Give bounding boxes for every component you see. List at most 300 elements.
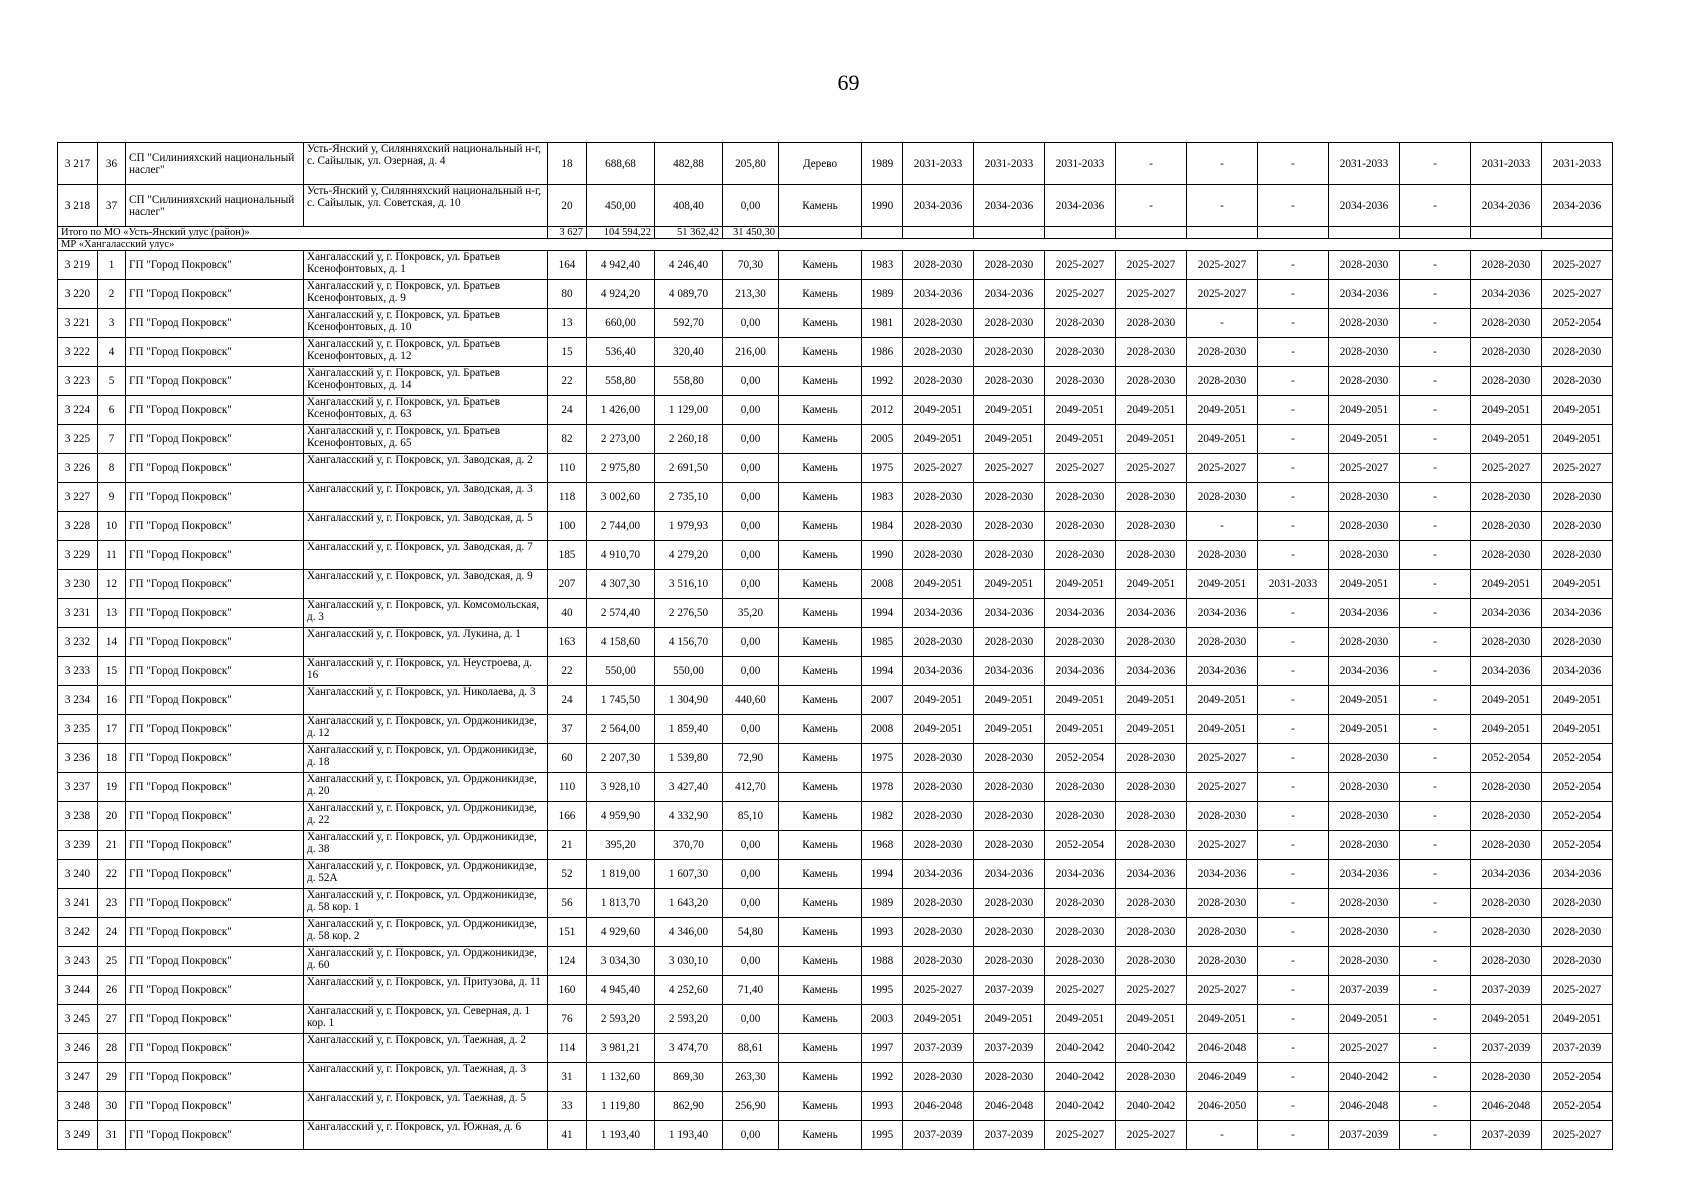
table-cell: 2028-2030 [974,367,1045,396]
table-cell: 8 [98,454,126,483]
table-cell: Камень [779,715,862,744]
table-cell: 2049-2051 [974,686,1045,715]
table-cell: 0,00 [723,657,779,686]
table-cell: 2028-2030 [1471,831,1542,860]
table-cell: - [1116,143,1187,185]
table-cell: 2028-2030 [1329,483,1400,512]
table-cell: 688,68 [587,143,655,185]
table-cell: ГП "Город Покровск" [126,773,304,802]
table-cell: - [1258,1005,1329,1034]
table-cell: 10 [98,512,126,541]
table-cell: 2028-2030 [1116,889,1187,918]
table-cell: 2052-2054 [1045,831,1116,860]
table-cell: 2049-2051 [1471,425,1542,454]
table-cell: Хангаласский у, г. Покровск, ул. Заводская, д. 3 [304,483,548,512]
table-cell: 31 [548,1063,587,1092]
table-cell: Камень [779,599,862,628]
table-cell: 2028-2030 [1329,541,1400,570]
table-cell: 2028-2030 [1045,512,1116,541]
table-cell: - [1187,185,1258,227]
table-cell: 1984 [862,512,903,541]
table-cell: 4 942,40 [587,251,655,280]
table-cell: 2028-2030 [1187,918,1258,947]
table-cell: - [1400,628,1471,657]
table-cell: ГП "Город Покровск" [126,657,304,686]
table-cell: 1990 [862,541,903,570]
table-cell: 592,70 [655,309,723,338]
table-cell: 4 346,00 [655,918,723,947]
table-cell: 2028-2030 [1329,947,1400,976]
table-cell: - [1400,512,1471,541]
table-cell: - [1400,657,1471,686]
table-row [58,860,1613,889]
table-cell: 2028-2030 [1187,947,1258,976]
table-cell: 82 [548,425,587,454]
table-cell: - [1258,918,1329,947]
table-cell: 1995 [862,1121,903,1150]
table-cell: 2034-2036 [1542,860,1613,889]
table-cell: - [1258,773,1329,802]
table-cell: 1989 [862,280,903,309]
table-cell: 370,70 [655,831,723,860]
table-cell: 1 539,80 [655,744,723,773]
table-cell: 2049-2051 [974,1005,1045,1034]
table-cell: 151 [548,918,587,947]
table-row [58,976,1613,1005]
table-cell: 4 158,60 [587,628,655,657]
table-cell: ГП "Город Покровск" [126,976,304,1005]
table-cell: 2 207,30 [587,744,655,773]
section-label: МР «Хангаласский улус» [58,239,1613,251]
table-cell: 2028-2030 [1471,483,1542,512]
table-cell: 4 252,60 [655,976,723,1005]
table-cell: 2028-2030 [1542,541,1613,570]
table-cell: 2025-2027 [1542,251,1613,280]
table-cell: - [1258,338,1329,367]
table-cell: 213,30 [723,280,779,309]
table-cell: 7 [98,425,126,454]
table-cell: 2028-2030 [974,251,1045,280]
table-cell: ГП "Город Покровск" [126,599,304,628]
table-cell: 2028-2030 [974,744,1045,773]
table-cell: 2028-2030 [1045,309,1116,338]
table-cell: 3 235 [58,715,98,744]
table-cell: 2046-2048 [974,1092,1045,1121]
table-cell: 2034-2036 [903,657,974,686]
table-cell: 2028-2030 [974,773,1045,802]
table-cell: Камень [779,483,862,512]
table-cell: ГП "Город Покровск" [126,860,304,889]
table-cell: 2049-2051 [1542,396,1613,425]
table-cell: 2040-2042 [1045,1063,1116,1092]
table-cell: 1 132,60 [587,1063,655,1092]
table-cell: 3 030,10 [655,947,723,976]
table-cell: ГП "Город Покровск" [126,889,304,918]
table-cell: 0,00 [723,512,779,541]
table-cell: 2028-2030 [1187,889,1258,918]
table-cell: - [1258,599,1329,628]
table-cell: 13 [548,309,587,338]
table-cell: 1 193,40 [587,1121,655,1150]
table-cell: - [1258,1121,1329,1150]
table-cell: 100 [548,512,587,541]
table-row [58,947,1613,976]
table-cell: 1986 [862,338,903,367]
table-cell: 408,40 [655,185,723,227]
table-cell: 1 426,00 [587,396,655,425]
table-cell: 1997 [862,1034,903,1063]
table-cell: 27 [98,1005,126,1034]
table-cell: 2049-2051 [1187,1005,1258,1034]
table-cell: 2025-2027 [1542,1121,1613,1150]
table-cell: - [1400,802,1471,831]
table-cell: 2034-2036 [1471,599,1542,628]
table-cell: 2 574,40 [587,599,655,628]
table-cell: - [1258,686,1329,715]
table-cell: 2025-2027 [1045,251,1116,280]
table-cell: Хангаласский у, г. Покровск, ул. Братьев Ксенофонтовых, д. 65 [304,425,548,454]
table-row [58,483,1613,512]
table-cell: 0,00 [723,570,779,599]
table-cell: 2025-2027 [1542,454,1613,483]
table-cell: 2028-2030 [903,512,974,541]
table-cell: 395,20 [587,831,655,860]
table-cell: - [1258,541,1329,570]
table-cell: 2025-2027 [1045,976,1116,1005]
table-cell: 2028-2030 [903,309,974,338]
table-cell: 2028-2030 [1542,628,1613,657]
table-cell: 205,80 [723,143,779,185]
table-cell: 2028-2030 [1045,541,1116,570]
table-cell: Хангаласский у, г. Покровск, ул. Таежная, д. 5 [304,1092,548,1121]
table-cell: 2028-2030 [1116,628,1187,657]
table-cell: 2037-2039 [1329,1121,1400,1150]
table-cell: 2028-2030 [1187,338,1258,367]
usty-yansky-rows [58,143,1613,227]
table-cell: 110 [548,454,587,483]
table-cell: 3 928,10 [587,773,655,802]
table-cell: 2049-2051 [1045,396,1116,425]
table-cell: Хангаласский у, г. Покровск, ул. Орджоникидзе, д. 38 [304,831,548,860]
table-cell: 20 [548,185,587,227]
table-cell: - [1400,773,1471,802]
table-cell: 2049-2051 [1542,715,1613,744]
table-cell: 2028-2030 [1471,251,1542,280]
total-empty-cell [1329,227,1400,239]
table-cell: ГП "Город Покровск" [126,454,304,483]
table-cell: 0,00 [723,947,779,976]
table-cell: 2025-2027 [1187,280,1258,309]
table-cell: 2049-2051 [1542,570,1613,599]
table-cell: 4 924,20 [587,280,655,309]
table-cell: 2028-2030 [974,802,1045,831]
table-cell: 2028-2030 [1471,889,1542,918]
table-cell: 2049-2051 [1542,1005,1613,1034]
table-cell: Камень [779,454,862,483]
table-cell: Камень [779,860,862,889]
table-cell: 1988 [862,947,903,976]
table-cell: 3 244 [58,976,98,1005]
table-cell: 3 223 [58,367,98,396]
table-cell: Камень [779,425,862,454]
total-empty-cell [1258,227,1329,239]
table-cell: 550,00 [655,657,723,686]
table-cell: 72,90 [723,744,779,773]
table-cell: ГП "Город Покровск" [126,425,304,454]
table-cell: 2028-2030 [903,744,974,773]
table-row [58,367,1613,396]
table-cell: 2007 [862,686,903,715]
table-cell: 2 593,20 [587,1005,655,1034]
table-cell: 3 225 [58,425,98,454]
total-area: 104 594,22 [587,227,655,239]
table-cell: Камень [779,185,862,227]
table-cell: 263,30 [723,1063,779,1092]
table-cell: 12 [98,570,126,599]
table-cell: 2028-2030 [903,918,974,947]
table-cell: 482,88 [655,143,723,185]
table-cell: 2003 [862,1005,903,1034]
table-cell: 60 [548,744,587,773]
table-cell: 0,00 [723,425,779,454]
table-cell: ГП "Город Покровск" [126,541,304,570]
table-cell: 0,00 [723,715,779,744]
table-cell: 536,40 [587,338,655,367]
table-cell: - [1116,185,1187,227]
table-cell: 71,40 [723,976,779,1005]
table-cell: - [1400,483,1471,512]
table-cell: ГП "Город Покровск" [126,947,304,976]
table-row [58,715,1613,744]
table-cell: 2012 [862,396,903,425]
table-cell: 2034-2036 [974,185,1045,227]
table-cell: 2028-2030 [1116,367,1187,396]
table-cell: Хангаласский у, г. Покровск, ул. Братьев Ксенофонтовых, д. 10 [304,309,548,338]
table-cell: 2049-2051 [1187,686,1258,715]
table-cell: 1994 [862,860,903,889]
table-cell: 2028-2030 [903,831,974,860]
table-cell: 2025-2027 [1045,1121,1116,1150]
table-cell: 2028-2030 [1116,309,1187,338]
table-cell: 1982 [862,802,903,831]
table-cell: 2028-2030 [1045,338,1116,367]
table-cell: 1989 [862,143,903,185]
table-row [58,889,1613,918]
table-cell: - [1258,744,1329,773]
table-cell: 2025-2027 [903,454,974,483]
table-cell: 2028-2030 [1116,773,1187,802]
table-cell: 2028-2030 [974,947,1045,976]
table-cell: Хангаласский у, г. Покровск, ул. Орджоникидзе, д. 22 [304,802,548,831]
table-cell: 3 427,40 [655,773,723,802]
table-cell: 0,00 [723,309,779,338]
table-cell: 2037-2039 [1471,1034,1542,1063]
table-cell: 15 [98,657,126,686]
table-cell: 2049-2051 [903,396,974,425]
table-cell: Камень [779,396,862,425]
table-cell: 2028-2030 [1329,309,1400,338]
table-cell: 2049-2051 [1187,570,1258,599]
total-empty-cell [903,227,974,239]
table-cell: - [1258,396,1329,425]
table-cell: Камень [779,744,862,773]
table-cell: Камень [779,251,862,280]
table-cell: 2028-2030 [1471,367,1542,396]
table-cell: 2028-2030 [1329,918,1400,947]
table-cell: 3 248 [58,1092,98,1121]
total-empty-cell [974,227,1045,239]
table-cell: 3 241 [58,889,98,918]
table-cell: 25 [98,947,126,976]
table-cell: Камень [779,338,862,367]
table-cell: 2052-2054 [1542,1063,1613,1092]
table-row [58,541,1613,570]
table-cell: 2046-2049 [1187,1063,1258,1092]
table-cell: 4 307,30 [587,570,655,599]
table-cell: 2040-2042 [1045,1092,1116,1121]
table-cell: ГП "Город Покровск" [126,918,304,947]
table-cell: ГП "Город Покровск" [126,715,304,744]
table-cell: Хангаласский у, г. Покровск, ул. Орджоникидзе, д. 58 кор. 2 [304,918,548,947]
table-cell: - [1400,425,1471,454]
table-cell: 2052-2054 [1542,773,1613,802]
table-cell: 2025-2027 [1045,280,1116,309]
table-cell: 3 227 [58,483,98,512]
table-cell: 2049-2051 [974,396,1045,425]
table-cell: 114 [548,1034,587,1063]
table-cell: 3 249 [58,1121,98,1150]
table-cell: 2025-2027 [974,454,1045,483]
table-cell: 9 [98,483,126,512]
table-cell: 2025-2027 [1116,976,1187,1005]
table-cell: 2028-2030 [1329,338,1400,367]
table-cell: 2025-2027 [1542,280,1613,309]
table-cell: 54,80 [723,918,779,947]
table-cell: 2049-2051 [1045,715,1116,744]
table-cell: 2037-2039 [903,1034,974,1063]
table-cell: 2028-2030 [1329,367,1400,396]
table-cell: 1 813,70 [587,889,655,918]
table-cell: 0,00 [723,860,779,889]
table-cell: 2049-2051 [903,1005,974,1034]
table-cell: Камень [779,1005,862,1034]
table-cell: 1981 [862,309,903,338]
table-cell: - [1400,715,1471,744]
table-cell: 2028-2030 [1116,541,1187,570]
table-cell: 2046-2048 [1187,1034,1258,1063]
table-cell: 2034-2036 [1116,657,1187,686]
table-cell: 5 [98,367,126,396]
table-cell: - [1258,251,1329,280]
table-cell: - [1258,628,1329,657]
table-cell: 0,00 [723,483,779,512]
table-row [58,686,1613,715]
table-cell: 56 [548,889,587,918]
table-cell: 2037-2039 [1329,976,1400,1005]
table-cell: 1 [98,251,126,280]
table-cell: 2028-2030 [1329,773,1400,802]
table-cell: - [1258,947,1329,976]
table-cell: 2037-2039 [974,1034,1045,1063]
table-cell: ГП "Город Покровск" [126,831,304,860]
table-cell: 3 219 [58,251,98,280]
table-cell: ГП "Город Покровск" [126,1005,304,1034]
table-cell: 660,00 [587,309,655,338]
table-cell: 2028-2030 [1116,947,1187,976]
table-cell: ГП "Город Покровск" [126,686,304,715]
table-cell: 2028-2030 [1116,744,1187,773]
table-cell: - [1400,570,1471,599]
table-cell: 2028-2030 [1045,947,1116,976]
table-row [58,1121,1613,1150]
table-cell: 2049-2051 [1471,715,1542,744]
table-row [58,802,1613,831]
table-cell: - [1400,918,1471,947]
table-cell: 76 [548,1005,587,1034]
table-cell: 0,00 [723,889,779,918]
table-cell: Хангаласский у, г. Покровск, ул. Братьев Ксенофонтовых, д. 1 [304,251,548,280]
table-cell: 3 232 [58,628,98,657]
table-cell: 37 [98,185,126,227]
table-cell: 3 002,60 [587,483,655,512]
table-cell: 2034-2036 [1329,657,1400,686]
table-cell: 2049-2051 [1116,1005,1187,1034]
table-row [58,251,1613,280]
table-cell: 2049-2051 [1187,425,1258,454]
table-cell: 1989 [862,889,903,918]
table-cell: - [1258,425,1329,454]
table-cell: 28 [98,1034,126,1063]
table-cell: 1992 [862,367,903,396]
table-cell: ГП "Город Покровск" [126,570,304,599]
table-cell: 2031-2033 [1471,143,1542,185]
table-cell: 2049-2051 [1471,396,1542,425]
total-empty-cell [1045,227,1116,239]
table-cell: Хангаласский у, г. Покровск, ул. Таежная, д. 2 [304,1034,548,1063]
table-cell: 85,10 [723,802,779,831]
table-cell: 2028-2030 [1329,802,1400,831]
table-cell: 3 231 [58,599,98,628]
table-cell: 2025-2027 [1187,454,1258,483]
housing-repair-schedule-table [57,142,1613,1150]
table-cell: 2046-2048 [1471,1092,1542,1121]
table-cell: 2034-2036 [1542,185,1613,227]
table-cell: Усть-Янский у, Силянняхский национальный н-г, с. Сайылык, ул. Озерная, д. 4 [304,143,548,185]
table-cell: 2034-2036 [974,280,1045,309]
table-cell: - [1258,280,1329,309]
table-cell: - [1400,1092,1471,1121]
table-cell: 2034-2036 [1116,860,1187,889]
table-row [58,185,1613,227]
table-row [58,512,1613,541]
total-empty-cell [1116,227,1187,239]
table-cell: 1968 [862,831,903,860]
table-cell: Камень [779,889,862,918]
table-cell: 1992 [862,1063,903,1092]
table-cell: 4 910,70 [587,541,655,570]
table-cell: - [1400,1034,1471,1063]
table-cell: 2034-2036 [1045,185,1116,227]
table-cell: 4 929,60 [587,918,655,947]
table-row [58,1092,1613,1121]
table-cell: 16 [98,686,126,715]
table-cell: 2031-2033 [1542,143,1613,185]
table-cell: 2 [98,280,126,309]
table-cell: 2037-2039 [974,976,1045,1005]
table-cell: 3 238 [58,802,98,831]
table-cell: 2049-2051 [1542,425,1613,454]
table-cell: ГП "Город Покровск" [126,802,304,831]
